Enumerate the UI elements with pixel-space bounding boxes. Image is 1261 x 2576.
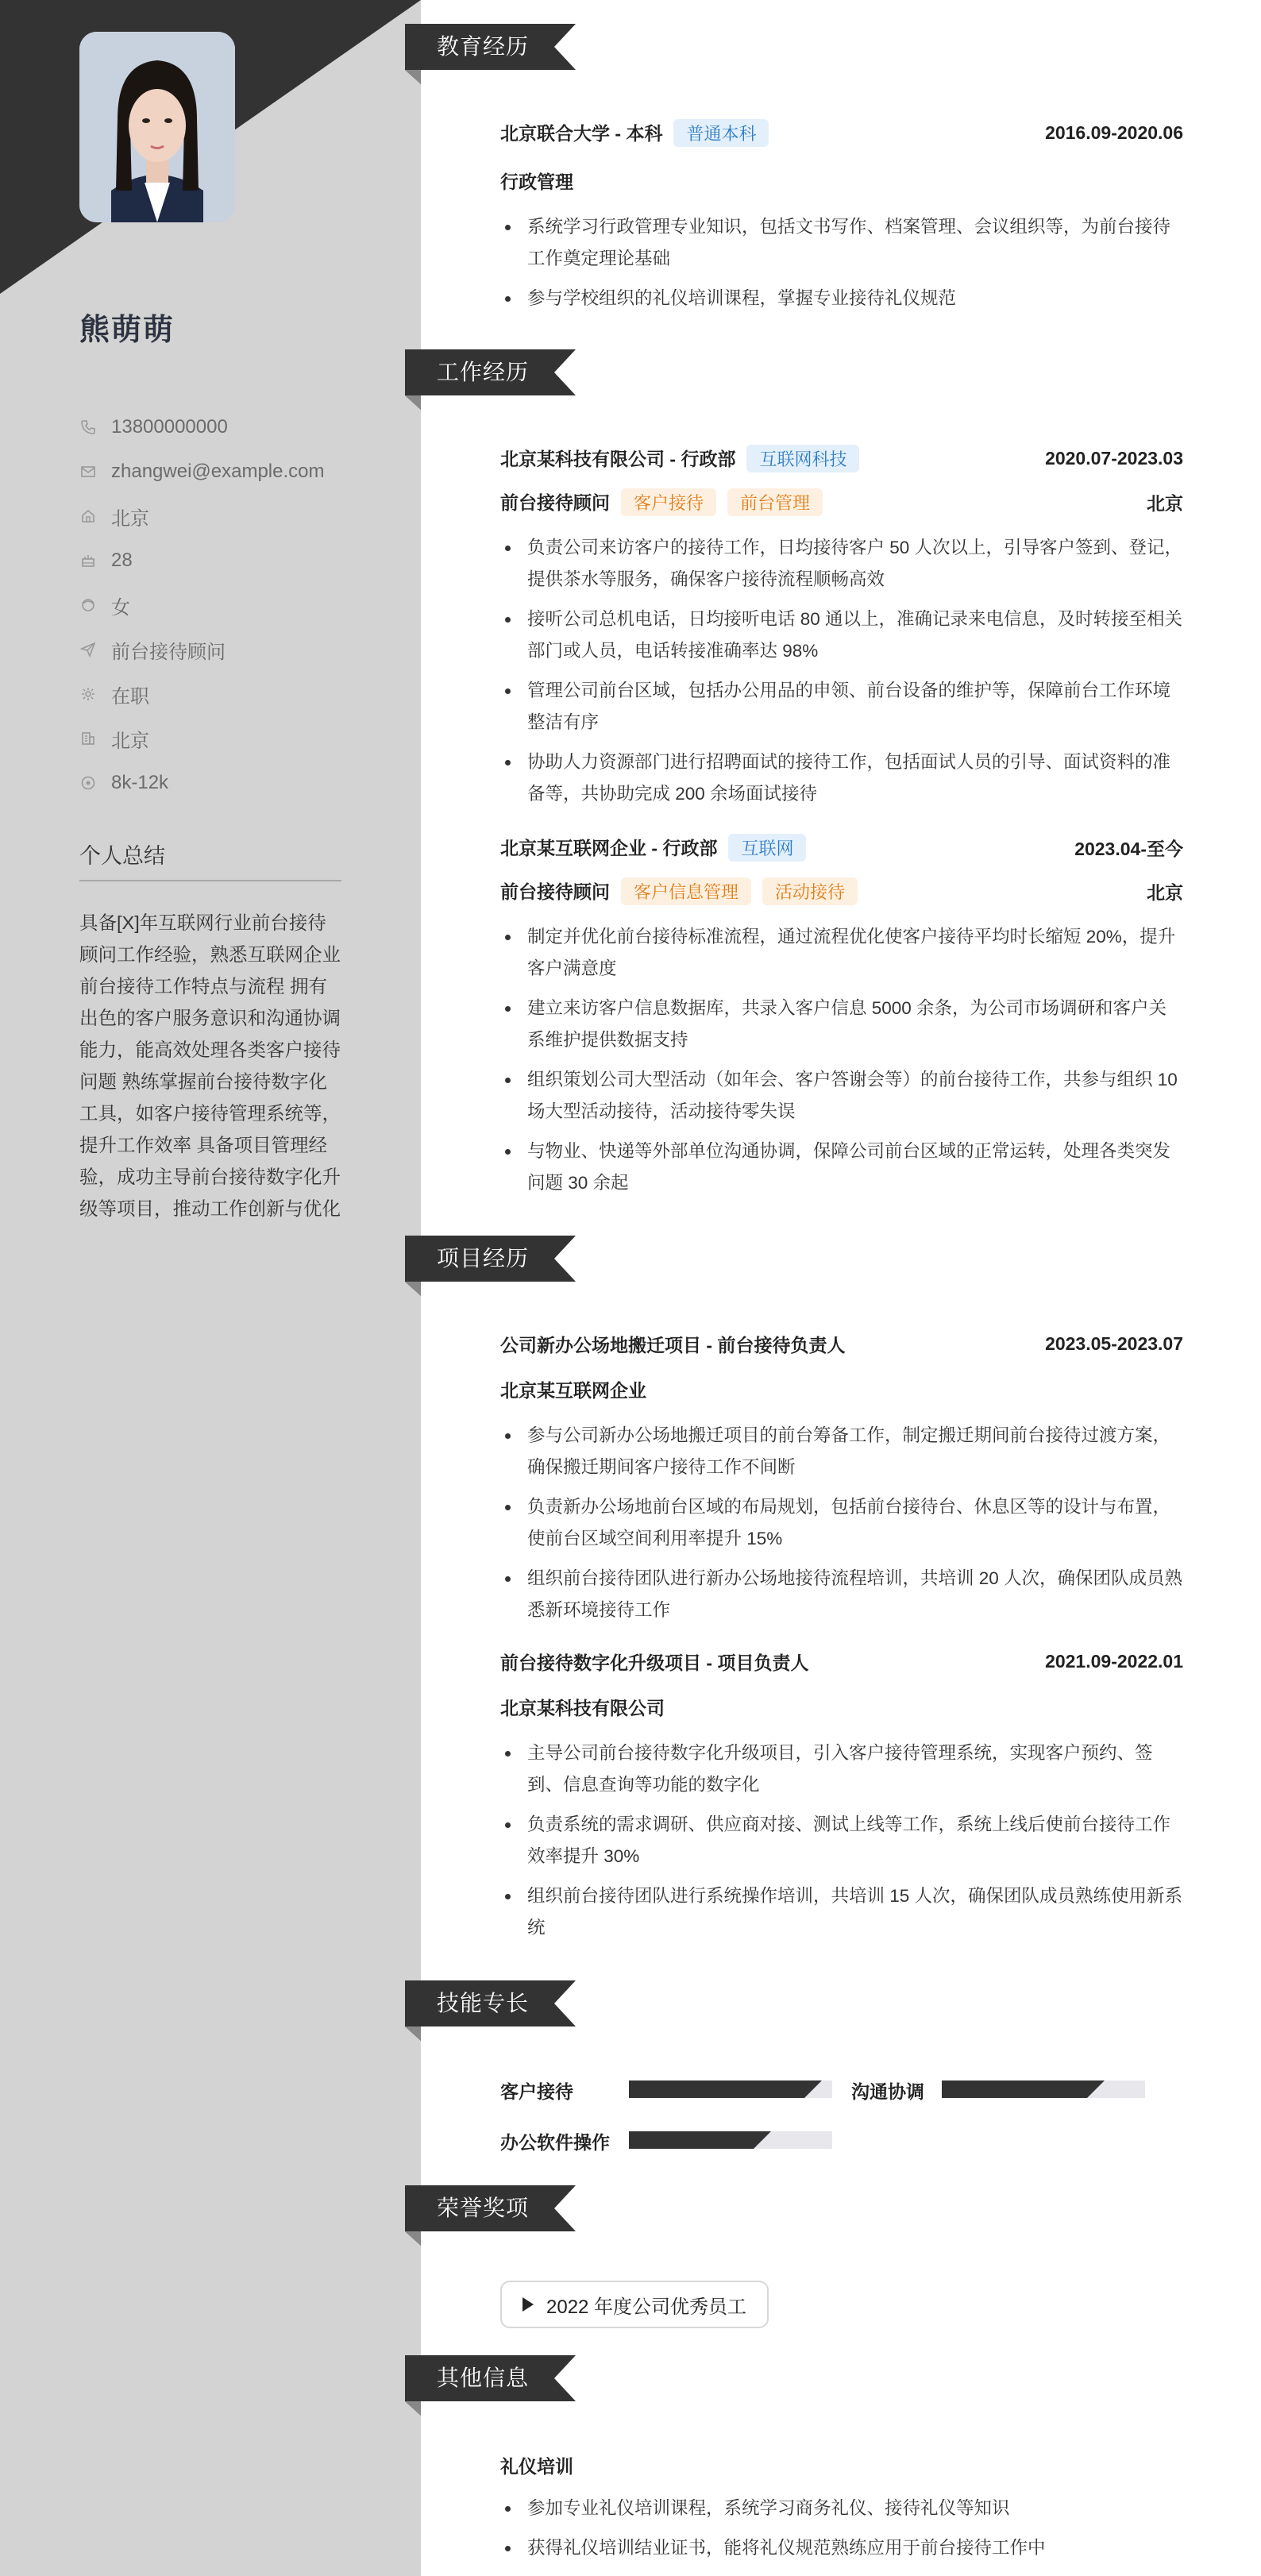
list-item: 主导公司前台接待数字化升级项目，引入客户接待管理系统，实现客户预约、签到、信息查询等功能的数字化 [500, 1737, 1183, 1801]
education-bullets [500, 211, 1183, 314]
project-bullets [500, 1737, 1183, 1944]
work-industry-tag: 互联网科技 [746, 445, 859, 472]
honor-item-button[interactable] [500, 2281, 769, 2328]
education-tag: 普通本科 [673, 119, 769, 147]
work-date: 2023.04-至今 [1074, 839, 1183, 859]
work-header [500, 445, 1183, 472]
list-item: 组织前台接待团队进行新办公场地接待流程培训，共培训 20 人次，确保团队成员熟悉新环境接待工作 [500, 1563, 1183, 1626]
project-org: 北京某科技有限公司 [500, 1698, 665, 1718]
info-row-gender [79, 583, 325, 627]
section-title-project: 项目经历 [437, 1246, 530, 1271]
sidebar [0, 0, 421, 2576]
skill-bar [942, 2080, 1145, 2098]
list-item: 管理公司前台区域，包括办公用品的申领、前台设备的维护等，保障前台工作环境整洁有序 [500, 675, 1183, 738]
work-role-row [500, 877, 1183, 905]
info-row-phone [79, 405, 325, 449]
mail-icon [79, 463, 97, 480]
list-item: 建立来访客户信息数据库，共录入客户信息 5000 余条，为公司市场调研和客户关系维护提供数据支持 [500, 993, 1183, 1056]
project-org: 北京某互联网企业 [500, 1380, 646, 1401]
work-bullets [500, 532, 1183, 810]
summary-title: 个人总结 [79, 844, 165, 868]
play-icon [523, 2297, 534, 2312]
building-icon [79, 730, 97, 747]
list-item: 协助人力资源部门进行招聘面试的接待工作，包括面试人员的引导、面试资料的准备等，共协助完成 200 余场面试接待 [500, 746, 1183, 810]
info-status: 在职 [111, 685, 149, 708]
skill-label: 沟通协调 [851, 2081, 924, 2102]
section-banner-honors [405, 2185, 576, 2231]
work-city: 北京 [1147, 882, 1183, 903]
phone-icon [79, 418, 97, 436]
other-title: 礼仪培训 [500, 2456, 573, 2477]
list-item: 组织策划公司大型活动（如年会、客户答谢会等）的前台接待工作，共参与组织 10 场大型活动接待，活动接待零失误 [500, 1064, 1183, 1128]
other-entry [500, 2452, 1183, 2572]
project-header [500, 1649, 1183, 1675]
section-banner-project [405, 1236, 576, 1282]
info-row-age [79, 538, 325, 583]
home-icon [79, 507, 97, 525]
gender-icon [79, 596, 97, 614]
info-salary: 8k-12k [111, 772, 169, 793]
education-major: 行政管理 [500, 172, 573, 192]
skill-bar [629, 2131, 832, 2149]
summary-text: 具备[X]年互联网行业前台接待顾问工作经验，熟悉互联网企业前台接待工作特点与流程 拥有出色的客户服务意识和沟通协调能力，能高效处理各类客户接待问题 熟练掌握前台接待数字化工具，如客户接待管理系统等，提升工作效率 具备项目管理经验，成功主导前台接待数字化升级等项目，推动工作创新与优化 [79, 912, 341, 1219]
info-phone: 13800000000 [111, 416, 228, 438]
list-item: 接听公司总机电话，日均接听电话 80 通以上，准确记录来电信息，及时转接至相关部门或人员，电话转接准确率达 98% [500, 604, 1183, 667]
list-item: 参与公司新办公场地搬迁项目的前台筹备工作，制定搬迁期间前台接待过渡方案，确保搬迁期间客户接待工作不间断 [500, 1420, 1183, 1483]
list-item: 组织前台接待团队进行系统操作培训，共培训 15 人次，确保团队成员熟练使用新系统 [500, 1880, 1183, 1944]
skill-fill [629, 2131, 754, 2149]
project-entry [500, 1331, 1183, 1634]
section-title-work: 工作经历 [437, 360, 530, 384]
info-row-salary [79, 761, 325, 805]
work-city: 北京 [1147, 493, 1183, 514]
info-row-location [79, 494, 325, 538]
section-title-honors: 荣誉奖项 [437, 2196, 530, 2220]
gear-icon [79, 685, 97, 703]
info-email: zhangwei@example.com [111, 461, 325, 482]
work-skill-tag: 前台管理 [727, 488, 823, 516]
skill-bar [629, 2080, 832, 2098]
work-skill-tag: 客户信息管理 [621, 877, 751, 905]
info-gender: 女 [111, 596, 130, 619]
info-location: 北京 [111, 507, 149, 530]
work-entry [500, 834, 1183, 1207]
work-company: 北京某互联网企业 - 行政部 [500, 838, 718, 858]
section-banner-education [405, 24, 576, 70]
info-row-status [79, 672, 325, 716]
money-icon [79, 774, 97, 792]
work-date: 2020.07-2023.03 [1045, 448, 1183, 469]
section-banner-work [405, 349, 576, 395]
section-title-education: 教育经历 [437, 34, 530, 59]
project-title: 公司新办公场地搬迁项目 - 前台接待负责人 [500, 1335, 846, 1355]
calendar-icon [79, 552, 97, 569]
contact-info-list [79, 405, 325, 805]
info-row-position [79, 627, 325, 672]
info-row-email [79, 449, 325, 494]
skill-label: 客户接待 [500, 2081, 573, 2102]
work-company: 北京某科技有限公司 - 行政部 [500, 449, 736, 469]
list-item: 参加专业礼仪培训课程，系统学习商务礼仪、接待礼仪等知识 [500, 2493, 1183, 2524]
info-age: 28 [111, 550, 133, 571]
list-item: 负责系统的需求调研、供应商对接、测试上线等工作，系统上线后使前台接待工作效率提升 30% [500, 1809, 1183, 1872]
list-item: 负责公司来访客户的接待工作，日均接待客户 50 人次以上，引导客户签到、登记，提供茶水等服务，确保客户接待流程顺畅高效 [500, 532, 1183, 596]
work-entry [500, 445, 1183, 818]
section-title-skills: 技能专长 [437, 1991, 530, 2015]
education-entry [500, 119, 1183, 322]
list-item: 系统学习行政管理专业知识，包括文书写作、档案管理、会议组织等，为前台接待工作奠定理论基础 [500, 211, 1183, 275]
section-title-other: 其他信息 [437, 2366, 530, 2390]
work-role: 前台接待顾问 [500, 881, 610, 902]
work-bullets [500, 921, 1183, 1199]
other-bullets [500, 2493, 1183, 2564]
profile-name: 熊萌萌 [79, 314, 175, 347]
education-date: 2016.09-2020.06 [1045, 122, 1183, 143]
work-skill-tag: 客户接待 [621, 488, 716, 516]
project-bullets [500, 1420, 1183, 1626]
project-entry [500, 1649, 1183, 1952]
project-date: 2021.09-2022.01 [1045, 1651, 1183, 1672]
education-header [500, 119, 1183, 147]
work-role: 前台接待顾问 [500, 492, 610, 513]
list-item: 制定并优化前台接待标准流程，通过流程优化使客户接待平均时长缩短 20%，提升客户满意度 [500, 921, 1183, 985]
work-industry-tag: 互联网 [728, 834, 806, 862]
list-item: 与物业、快递等外部单位沟通协调，保障公司前台区域的正常运转，处理各类突发问题 30 余起 [500, 1136, 1183, 1199]
send-icon [79, 641, 97, 658]
project-date: 2023.05-2023.07 [1045, 1333, 1183, 1354]
skill-fill [629, 2080, 804, 2098]
list-item: 参与学校组织的礼仪培训课程，掌握专业接待礼仪规范 [500, 283, 1183, 314]
project-header [500, 1331, 1183, 1357]
project-title: 前台接待数字化升级项目 - 项目负责人 [500, 1652, 809, 1673]
list-item: 获得礼仪培训结业证书，能将礼仪规范熟练应用于前台接待工作中 [500, 2532, 1183, 2564]
section-banner-skills [405, 1980, 576, 2026]
avatar [79, 32, 235, 222]
info-row-city [79, 716, 325, 761]
skill-label: 办公软件操作 [500, 2132, 610, 2153]
work-header [500, 834, 1183, 862]
education-school: 北京联合大学 - 本科 [500, 123, 663, 144]
honor-item-label: 2022 年度公司优秀员工 [546, 2296, 747, 2318]
work-role-row [500, 488, 1183, 516]
info-city: 北京 [111, 730, 149, 752]
section-banner-other [405, 2355, 576, 2401]
work-skill-tag: 活动接待 [762, 877, 858, 905]
list-item: 负责新办公场地前台区域的布局规划，包括前台接待台、休息区等的设计与布置，使前台区域空间利用率提升 15% [500, 1491, 1183, 1555]
summary-divider [79, 880, 341, 881]
skill-fill [942, 2080, 1087, 2098]
info-position: 前台接待顾问 [111, 641, 226, 663]
